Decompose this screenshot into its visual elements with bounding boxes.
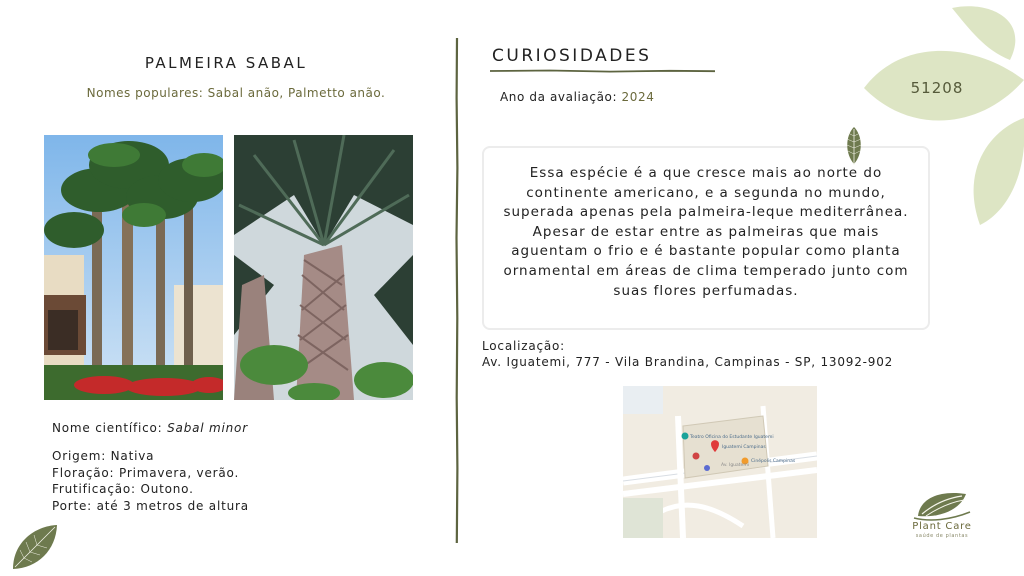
curiosity-text: Essa espécie é a que cresce mais ao norte do continente americano, e a segunda no mundo, superada apenas pela palmeira-leque mediterrânea. Apesar de estar entre as palmeiras que mais aguentam o frio e é bastante popular como planta ornamental em áreas de clima temperado junto com suas flores perfumadas. [503,165,909,299]
map-label-mall: Iguatemi Campinas [722,445,766,450]
map-label-cinema: Cinépolis Campinas [751,459,796,464]
popular-names-value: Sabal anão, Palmetto anão. [207,86,386,100]
leaf-icon [10,522,60,572]
scientific-name-value: Sabal minor [167,421,248,435]
title-underline [490,68,715,74]
popular-names-label: Nomes populares: [86,86,204,100]
scientific-name-label: Nome científico: [52,421,163,435]
curiosities-title: CURIOSIDADES [492,46,652,66]
brand-name: Plant Care [912,521,972,532]
map-label-theater: Teatro Oficina do Estudante Iguatemi [690,435,774,440]
fact-fruiting: Frutificação: Outono. [52,482,194,496]
plant-title: PALMEIRA SABAL [144,54,308,72]
brand-tagline: saúde de plantas [915,533,969,539]
fact-flowering: Floração: Primavera, verão. [52,465,240,480]
location-label: Localização: [482,339,566,353]
map-label-avenue: Av. Iguatemi [721,463,749,468]
scientific-name [52,421,248,435]
palm-photo-garden [44,135,223,400]
decorative-leaves [860,0,1024,225]
column-divider [455,38,459,543]
evaluation-year-label: Ano da avaliação: [500,90,618,104]
plant-facts [52,448,249,514]
palm-photo-trunk [234,135,413,400]
popular-names [40,86,432,100]
plant-code: 51208 [910,79,964,97]
evaluation-year [500,90,655,104]
fact-origin: Origem: Nativa [52,449,155,463]
fact-size: Porte: até 3 metros de altura [52,498,249,513]
location-map [623,386,817,538]
location-address: Av. Iguatemi, 777 - Vila Brandina, Campinas - SP, 13092-902 [482,355,894,369]
evaluation-year-value: 2024 [621,90,655,104]
